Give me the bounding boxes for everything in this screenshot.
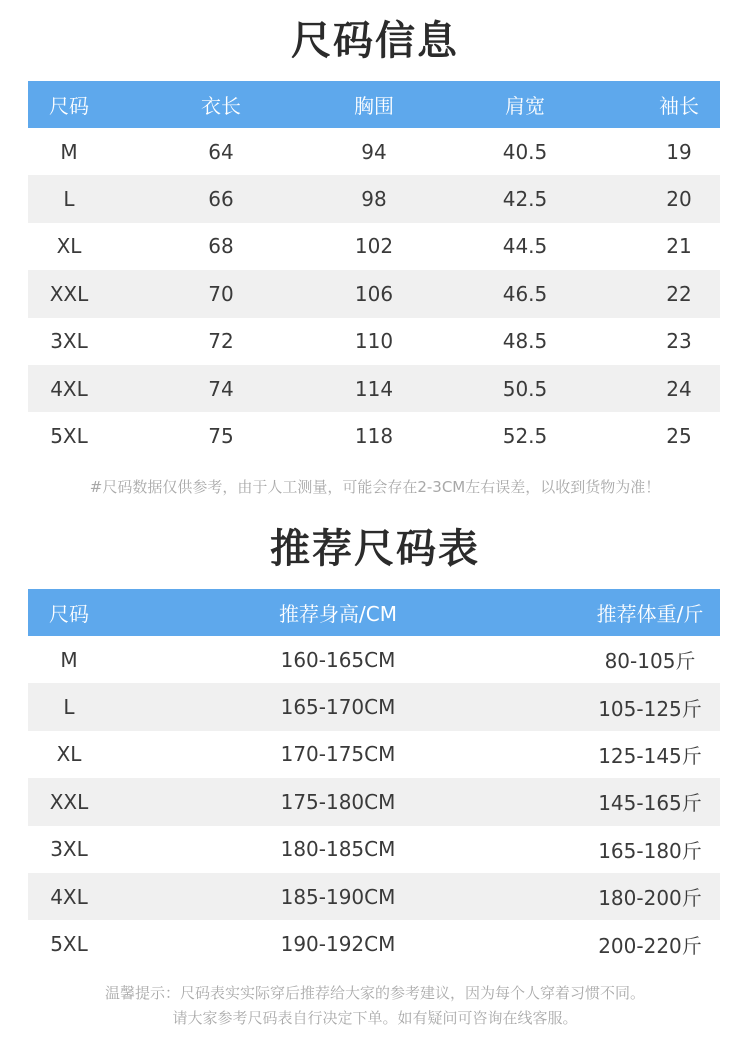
table-cell: 190-192CM [280, 932, 396, 957]
table-row [28, 683, 720, 730]
table-row [28, 873, 720, 920]
table-cell: 4XL [50, 376, 88, 401]
table-cell: 24 [666, 376, 692, 401]
table-row [28, 920, 720, 967]
table-cell: 20 [666, 187, 692, 212]
table-cell: 40.5 [502, 139, 548, 164]
header-cell-shoulder: 肩宽 [505, 94, 545, 118]
header-cell-size: 尺码 [49, 602, 89, 626]
table-cell: 21 [666, 234, 692, 259]
table-cell: 106 [354, 281, 394, 306]
table-cell: 5XL [50, 424, 88, 449]
table-cell: 114 [354, 376, 394, 401]
table-row [28, 412, 720, 459]
size-info-table [28, 81, 720, 460]
table-row [28, 778, 720, 825]
header-cell-sleeve: 袖长 [659, 94, 699, 118]
table-cell: 75 [208, 424, 234, 449]
table-row [28, 636, 720, 683]
table-cell: 50.5 [502, 376, 548, 401]
table-cell: XXL [49, 281, 89, 306]
recommend-size-table [28, 589, 720, 968]
table-cell: L [63, 695, 75, 720]
header-cell-chest: 胸围 [354, 94, 394, 118]
table-cell: 118 [354, 424, 394, 449]
table-cell: 3XL [50, 837, 88, 862]
table-cell: 4XL [50, 884, 88, 909]
header-cell-size: 尺码 [49, 94, 89, 118]
table-cell: 145-165斤 [598, 791, 702, 816]
table-cell: 175-180CM [280, 789, 396, 814]
table-cell: 165-180斤 [598, 838, 702, 863]
table-cell: 3XL [50, 329, 88, 354]
table-header-row [28, 589, 720, 636]
table-cell: 19 [666, 139, 692, 164]
table-cell: 180-200斤 [598, 886, 702, 911]
size-info-title: 尺码信息 [291, 18, 459, 64]
table-header-row [28, 81, 720, 128]
header-cell-height: 推荐身高/CM [279, 602, 397, 626]
table-cell: 98 [361, 187, 387, 212]
tip-note-line-2: 请大家参考尺码表自行决定下单。如有疑问可咨询在线客服。 [172, 1009, 578, 1027]
table-cell: 110 [354, 329, 394, 354]
table-cell: 80-105斤 [604, 649, 696, 674]
table-cell: 180-185CM [280, 837, 396, 862]
table-row [28, 365, 720, 412]
table-cell: XXL [49, 789, 89, 814]
table-cell: 52.5 [502, 424, 548, 449]
table-cell: 64 [208, 139, 234, 164]
size-disclaimer-note: #尺码数据仅供参考，由于人工测量，可能会存在2-3CM左右误差，以收到货物为准！ [89, 478, 661, 496]
table-cell: 22 [666, 281, 692, 306]
table-cell: 102 [354, 234, 394, 259]
tip-note-line-1: 温馨提示：尺码表实实际穿后推荐给大家的参考建议，因为每个人穿着习惯不同。 [104, 984, 645, 1002]
table-cell: M [60, 647, 78, 672]
table-row [28, 731, 720, 778]
table-cell: 74 [208, 376, 234, 401]
table-cell: 185-190CM [280, 884, 396, 909]
header-cell-weight: 推荐体重/斤 [596, 602, 704, 626]
table-cell: 125-145斤 [598, 743, 702, 768]
table-cell: 44.5 [502, 234, 548, 259]
table-cell: 72 [208, 329, 234, 354]
table-cell: L [63, 187, 75, 212]
table-cell: M [60, 139, 78, 164]
table-cell: 46.5 [502, 281, 548, 306]
table-row [28, 270, 720, 317]
table-cell: 68 [208, 234, 234, 259]
table-cell: 94 [361, 139, 387, 164]
table-row [28, 826, 720, 873]
table-cell: 70 [208, 281, 234, 306]
table-cell: 23 [666, 329, 692, 354]
table-cell: 42.5 [502, 187, 548, 212]
table-cell: 160-165CM [280, 647, 396, 672]
table-row [28, 175, 720, 222]
table-cell: 165-170CM [280, 695, 396, 720]
table-cell: XL [56, 234, 82, 259]
recommend-size-title: 推荐尺码表 [270, 526, 480, 572]
table-cell: 105-125斤 [598, 696, 702, 721]
table-cell: 25 [666, 424, 692, 449]
table-cell: 48.5 [502, 329, 548, 354]
table-cell: 5XL [50, 932, 88, 957]
table-row [28, 128, 720, 175]
table-cell: 66 [208, 187, 234, 212]
table-cell: 200-220斤 [598, 933, 702, 958]
table-cell: 170-175CM [280, 742, 396, 767]
header-cell-length: 衣长 [201, 94, 241, 118]
table-cell: XL [56, 742, 82, 767]
table-row [28, 223, 720, 270]
table-row [28, 318, 720, 365]
